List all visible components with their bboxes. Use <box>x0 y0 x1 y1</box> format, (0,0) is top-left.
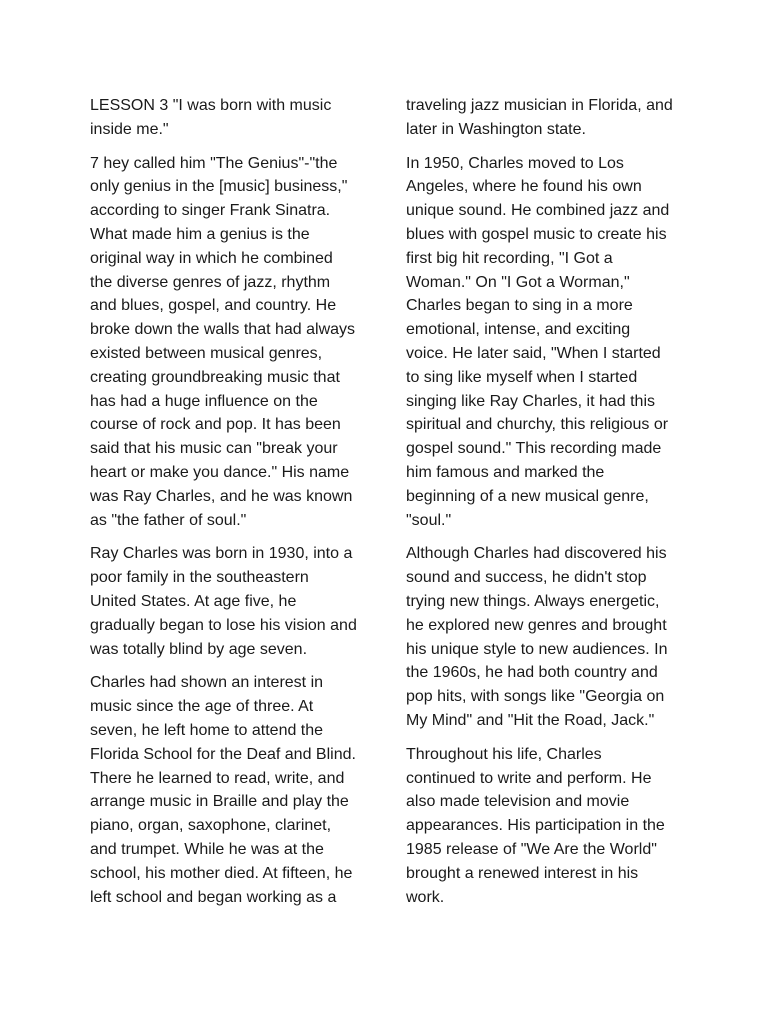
text-line: he explored new genres and brought <box>406 616 667 634</box>
text-line: Ray Charles was born in 1930, into a <box>90 545 353 563</box>
text-line: arrange music in Braille and play the <box>90 793 349 811</box>
text-line: sound and success, he didn't stop <box>406 569 647 587</box>
text-line: Woman." On "I Got a Worman," <box>406 273 630 291</box>
text-line: course of rock and pop. It has been <box>90 416 341 434</box>
text-line: as "the father of soul." <box>90 511 247 529</box>
paragraph <box>406 94 680 142</box>
text-line: and blues, gospel, and country. He <box>90 297 337 315</box>
text-line: and trumpet. While he was at the <box>90 840 324 858</box>
text-line: first big hit recording, "I Got a <box>406 249 613 267</box>
text-line: unique sound. He combined jazz and <box>406 202 670 220</box>
text-line: beginning of a new musical genre, <box>406 487 649 505</box>
text-line: trying new things. Always energetic, <box>406 592 660 610</box>
text-line: Charles began to sing in a more <box>406 297 633 315</box>
paragraph <box>406 542 680 732</box>
paragraph <box>90 542 372 661</box>
text-line: emotional, intense, and exciting <box>406 321 631 339</box>
right-column <box>406 94 680 919</box>
text-line: school, his mother died. At fifteen, he <box>90 864 353 882</box>
text-line: the 1960s, he had both country and <box>406 664 658 682</box>
text-line: appearances. His participation in the <box>406 817 665 835</box>
text-line: gospel sound." This recording made <box>406 440 662 458</box>
left-column <box>90 94 372 919</box>
text-line: brought a renewed interest in his <box>406 864 639 882</box>
text-line: spiritual and churchy, this religious or <box>406 416 669 434</box>
text-line: him famous and marked the <box>406 463 605 481</box>
paragraph <box>90 94 372 142</box>
text-line: traveling jazz musician in Florida, and <box>406 97 673 114</box>
text-line: Throughout his life, Charles <box>406 745 602 763</box>
text-line: work. <box>406 888 445 906</box>
text-line: according to singer Frank Sinatra. <box>90 202 331 220</box>
text-line: also made television and movie <box>406 793 630 811</box>
text-line: only genius in the [music] business," <box>90 178 348 196</box>
text-line: to sing like myself when I started <box>406 368 638 386</box>
text-line: was Ray Charles, and he was known <box>90 487 353 505</box>
text-line: United States. At age five, he <box>90 592 297 610</box>
text-line: Charles had shown an interest in <box>90 674 324 692</box>
text-line: My Mind" and "Hit the Road, Jack." <box>406 711 655 729</box>
text-line: 7 hey called him "The Genius"-"the <box>90 154 338 172</box>
text-line: What made him a genius is the <box>90 225 310 243</box>
text-line: creating groundbreaking music that <box>90 368 340 386</box>
text-line: music since the age of three. At <box>90 698 314 716</box>
text-line: broke down the walls that had always <box>90 321 356 339</box>
text-line: blues with gospel music to create his <box>406 225 667 243</box>
text-line: singing like Ray Charles, it had this <box>406 392 656 410</box>
text-line: Although Charles had discovered his <box>406 545 667 563</box>
text-line: 1985 release of "We Are the World" <box>406 840 657 858</box>
text-line: LESSON 3 "I was born with music <box>90 97 332 114</box>
text-line: continued to write and perform. He <box>406 769 652 787</box>
text-line: inside me." <box>90 120 169 138</box>
text-line: left school and began working as a <box>90 888 337 906</box>
paragraph <box>90 152 372 533</box>
text-line: said that his music can "break your <box>90 440 338 458</box>
text-line: piano, organ, saxophone, clarinet, <box>90 817 332 835</box>
text-line: later in Washington state. <box>406 120 586 138</box>
text-line: There he learned to read, write, and <box>90 769 345 787</box>
text-line: has had a huge influence on the <box>90 392 318 410</box>
text-line: poor family in the southeastern <box>90 569 309 587</box>
text-line: Angeles, where he found his own <box>406 178 642 196</box>
text-line: Florida School for the Deaf and Blind. <box>90 745 356 763</box>
text-line: In 1950, Charles moved to Los <box>406 154 624 172</box>
text-line: original way in which he combined <box>90 249 333 267</box>
text-line: gradually began to lose his vision and <box>90 616 357 634</box>
paragraph <box>90 671 372 909</box>
text-line: existed between musical genres, <box>90 344 323 362</box>
text-line: was totally blind by age seven. <box>90 640 308 658</box>
text-line: seven, he left home to attend the <box>90 721 324 739</box>
paragraph <box>406 743 680 910</box>
text-line: "soul." <box>406 511 452 529</box>
text-line: pop hits, with songs like "Georgia on <box>406 688 665 706</box>
text-line: heart or make you dance." His name <box>90 463 350 481</box>
text-line: voice. He later said, "When I started <box>406 344 661 362</box>
text-line: the diverse genres of jazz, rhythm <box>90 273 331 291</box>
text-line: his unique style to new audiences. In <box>406 640 668 658</box>
paragraph <box>406 152 680 533</box>
